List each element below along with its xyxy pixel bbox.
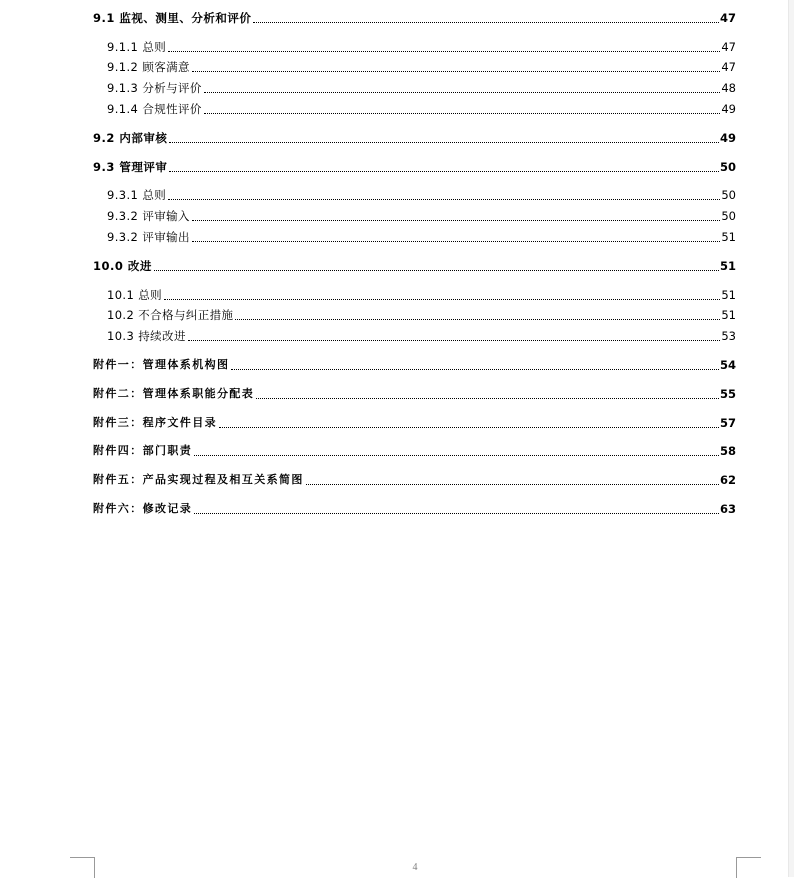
toc-entry-label: 9.3.2 评审输入 [107, 209, 190, 223]
toc-dot-leader [168, 51, 720, 52]
toc-entry-label: 9.1.3 分析与评价 [107, 81, 202, 95]
toc-entry-appendix-4[interactable] [93, 441, 736, 461]
toc-page-number: 47 [721, 60, 736, 74]
toc-dot-leader [169, 171, 719, 172]
toc-entry-label: 附件二：管理体系职能分配表 [93, 387, 255, 400]
toc-dot-leader [235, 319, 720, 320]
toc-entry-9-1[interactable] [93, 8, 736, 28]
toc-page-number: 47 [721, 40, 736, 54]
toc-dot-leader [231, 369, 719, 370]
toc-page-number: 49 [719, 131, 736, 145]
toc-dot-leader [192, 71, 720, 72]
toc-entry-label: 9.3 管理评审 [93, 160, 168, 174]
toc-dot-leader [204, 92, 721, 93]
toc-dot-leader [164, 299, 720, 300]
toc-page-number: 63 [719, 502, 736, 516]
toc-dot-leader [194, 455, 719, 456]
toc-entry-9-2[interactable] [93, 128, 736, 148]
toc-entry-label: 9.1 监视、测里、分析和评价 [93, 11, 252, 25]
toc-entry-label: 附件四：部门职责 [93, 444, 193, 457]
toc-entry-label: 9.3.2 评审输出 [107, 230, 190, 244]
toc-dot-leader [306, 484, 719, 485]
toc-dot-leader [194, 513, 719, 514]
toc-dot-leader [154, 270, 719, 271]
toc-page-number: 50 [721, 188, 736, 202]
toc-page-number: 50 [719, 160, 736, 174]
toc-entry-9-3-2-input[interactable] [107, 206, 736, 226]
toc-entry-label: 10.3 持续改进 [107, 329, 186, 343]
toc-page-number: 54 [719, 358, 736, 372]
toc-entry-appendix-3[interactable] [93, 413, 736, 433]
toc-entry-label: 附件六：修改记录 [93, 502, 193, 515]
toc-entry-label: 9.2 内部审核 [93, 131, 168, 145]
toc-page-number: 51 [721, 288, 736, 302]
toc-entry-9-3-1[interactable] [107, 185, 736, 205]
toc-dot-leader [204, 113, 721, 114]
toc-page-number: 57 [719, 416, 736, 430]
toc-entry-label: 9.3.1 总则 [107, 188, 167, 202]
toc-page-number: 47 [719, 11, 736, 25]
toc-dot-leader [253, 22, 719, 23]
toc-entry-10-1[interactable] [107, 285, 736, 305]
toc-entry-label: 9.1.4 合规性评价 [107, 102, 202, 116]
toc-entry-appendix-6[interactable] [93, 499, 736, 519]
toc-dot-leader [192, 220, 720, 221]
toc-page-number: 48 [721, 81, 736, 95]
toc-entry-label: 9.1.2 顾客满意 [107, 60, 190, 74]
toc-page-number: 55 [719, 387, 736, 401]
toc-entry-label: 10.1 总则 [107, 288, 163, 302]
page-number: 4 [412, 862, 418, 873]
toc-entry-label: 附件五：产品实现过程及相互关系简图 [93, 473, 304, 486]
toc-entry-appendix-2[interactable] [93, 384, 736, 404]
toc-entry-9-1-1[interactable] [107, 37, 736, 57]
toc-entry-label: 附件三：程序文件目录 [93, 416, 217, 429]
margin-corner-mark-left [70, 857, 95, 878]
toc-entry-9-3[interactable] [93, 157, 736, 177]
toc-page-number: 49 [721, 102, 736, 116]
toc-dot-leader [169, 142, 719, 143]
toc-entry-10-3[interactable] [107, 326, 736, 346]
toc-dot-leader [256, 398, 719, 399]
toc-page-number: 51 [721, 308, 736, 322]
toc-entry-9-1-2[interactable] [107, 57, 736, 77]
toc-dot-leader [192, 241, 720, 242]
toc-page-number: 58 [719, 444, 736, 458]
margin-corner-mark-right [736, 857, 761, 878]
toc-page-number: 51 [721, 230, 736, 244]
toc-dot-leader [188, 340, 720, 341]
toc-page-number: 51 [719, 259, 736, 273]
toc-dot-leader [219, 427, 719, 428]
toc-entry-label: 10.0 改进 [93, 259, 152, 273]
toc-entry-appendix-1[interactable] [93, 355, 736, 375]
toc-entry-9-1-4[interactable] [107, 99, 736, 119]
toc-entry-9-3-2-output[interactable] [107, 227, 736, 247]
toc-page-number: 50 [721, 209, 736, 223]
toc-page-number: 62 [719, 473, 736, 487]
toc-entry-label: 附件一：管理体系机构图 [93, 358, 230, 371]
toc-dot-leader [168, 199, 720, 200]
toc-entry-label: 10.2 不合格与纠正措施 [107, 308, 234, 322]
toc-entry-10-2[interactable] [107, 305, 736, 325]
toc-page-number: 53 [721, 329, 736, 343]
toc-entry-9-1-3[interactable] [107, 78, 736, 98]
toc-entry-label: 9.1.1 总则 [107, 40, 167, 54]
toc-entry-appendix-5[interactable] [93, 470, 736, 490]
toc-entry-10-0[interactable] [93, 256, 736, 276]
